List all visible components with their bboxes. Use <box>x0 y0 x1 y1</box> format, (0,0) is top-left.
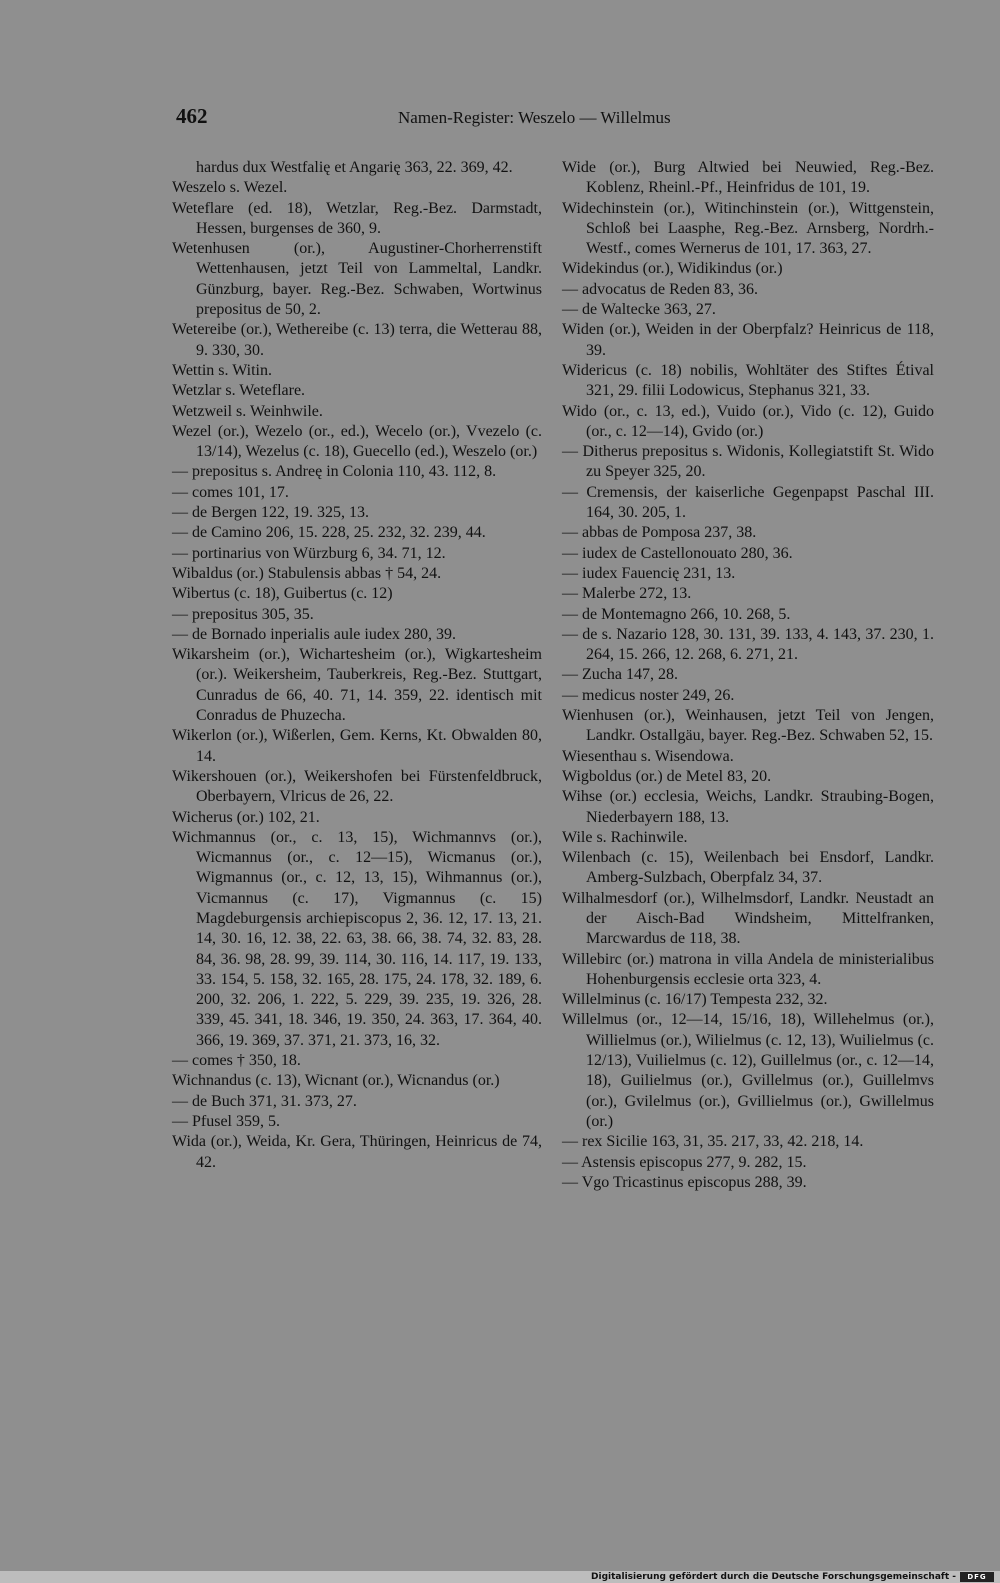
index-entry: Wichmannus (or., c. 13, 15), Wichmannvs (or.), Wicmannus (or., c. 12—15), Wicmanus (or.), Wigmannus (or., c. 12, 13, 15), Wihmannus (or.), Vicmannus (c. 17), Vigmannus (c. 15) Magdeburgensis archiepiscopus 2, 36. 12, 17. 13, 21. 14, 30. 16, 12. 38, 22. 63, 38. 66, 38. 74, 32. 83, 28. 84, 36. 98, 28. 99, 39. 114, 30. 116, 14. 117, 19. 133, 33. 154, 5. 158, 32. 165, 28. 175, 24. 178, 32. 189, 6. 200, 32. 206, 1. 222, 5. 229, 39. 235, 19. 326, 28. 339, 45. 341, 18. 346, 19. 350, 24. 363, 17. 364, 40. 366, 19. 369, 37. 371, 21. 373, 16, 32. <box>172 828 542 1049</box>
index-entry: Wetzlar s. Weteflare. <box>172 382 306 400</box>
index-entry: Wibaldus (or.) Stabulensis abbas † 54, 24. <box>172 564 442 582</box>
index-entry: Wibertus (c. 18), Guibertus (c. 12) <box>172 585 393 603</box>
index-entry: Weszelo s. Wezel. <box>172 179 288 197</box>
index-entry: Wetenhusen (or.), Augustiner-Chorherrenstift Wettenhausen, jetzt Teil von Lammeltal, Landkr. Günzburg, bayer. Reg.-Bez. Schwaben, Wortwinus prepositus de 50, 2. <box>172 240 542 319</box>
index-entry: Wide (or.), Burg Altwied bei Neuwied, Reg.-Bez. Koblenz, Rheinl.-Pf., Heinfridus de 101, 19. <box>562 159 934 197</box>
index-entry: Widechinstein (or.), Witinchinstein (or.), Wittgenstein, Schloß bei Laasphe, Reg.-Bez. Arnsberg, Nordrh.-Westf., comes Wernerus de 101, 17. 363, 27. <box>562 199 934 258</box>
left-column <box>172 158 542 1173</box>
index-entry: Wilhalmesdorf (or.), Wilhelmsdorf, Landkr. Neustadt an der Aisch-Bad Windsheim, Mittelfranken, Marcwardus de 118, 38. <box>562 889 934 948</box>
index-entry: — comes † 350, 18. <box>172 1052 301 1070</box>
index-entry: Wicherus (or.) 102, 21. <box>172 808 320 826</box>
index-entry: — Ditherus prepositus s. Widonis, Kollegiatstift St. Wido zu Speyer 325, 20. <box>562 443 934 481</box>
index-entry: Widen (or.), Weiden in der Oberpfalz? Heinricus de 118, 39. <box>562 321 934 359</box>
page-header <box>0 104 1000 134</box>
index-entry: — Malerbe 272, 13. <box>562 585 692 603</box>
index-entry: — portinarius von Würzburg 6, 34. 71, 12. <box>172 544 446 562</box>
index-entry: Willelminus (c. 16/17) Tempesta 232, 32. <box>562 991 828 1009</box>
index-entry: Wezel (or.), Wezelo (or., ed.), Wecelo (or.), Vvezelo (c. 13/14), Wezelus (c. 18), Guecello (ed.), Weszelo (or.) <box>172 422 542 461</box>
index-entry: hardus dux Westfalię et Angarię 363, 22. 369, 42. <box>196 159 513 176</box>
index-entry: — de Bornado inperialis aule iudex 280, 39. <box>172 625 456 643</box>
index-entry: — comes 101, 17. <box>172 483 289 501</box>
index-entry: Wienhusen (or.), Weinhausen, jetzt Teil von Jengen, Landkr. Ostallgäu, bayer. Reg.-Bez. Schwaben 52, 15. <box>562 707 934 745</box>
index-entry: — iudex Fauencię 231, 13. <box>562 564 736 582</box>
index-entry: — Zucha 147, 28. <box>562 666 678 684</box>
index-entry: Wida (or.), Weida, Kr. Gera, Thüringen, Heinricus de 74, 42. <box>172 1133 542 1171</box>
index-entry: Wiesenthau s. Wisendowa. <box>562 747 734 765</box>
index-entry: Wetereibe (or.), Wethereibe (c. 13) terra, die Wetterau 88, 9. 330, 30. <box>172 321 542 359</box>
index-entry: Wikarsheim (or.), Wichartesheim (or.), Wigkartesheim (or.). Weikersheim, Tauberkreis, Reg.-Bez. Stuttgart, Cunradus de 66, 40. 71, 14. 359, 22. identisch mit Conradus de Phuzecha. <box>172 646 542 725</box>
index-entry: — abbas de Pomposa 237, 38. <box>562 524 757 542</box>
index-entry: Willebirc (or.) matrona in villa Andela de ministerialibus Hohenburgensis ecclesie orta 323, 4. <box>562 950 934 988</box>
index-entry: — Pfusel 359, 5. <box>172 1112 280 1130</box>
index-entry: Wichnandus (c. 13), Wicnant (or.), Wicnandus (or.) <box>172 1072 500 1090</box>
index-entry: Wigboldus (or.) de Metel 83, 20. <box>562 767 772 785</box>
dfg-logo: DFG <box>960 1572 994 1582</box>
index-entry: Weteflare (ed. 18), Wetzlar, Reg.-Bez. Darmstadt, Hessen, burgenses de 360, 9. <box>172 199 542 237</box>
funding-notice: Digitalisierung gefördert durch die Deutsche Forschungsgemeinschaft - <box>591 1572 956 1582</box>
index-entry: — de Montemagno 266, 10. 268, 5. <box>562 605 791 623</box>
running-head: Namen-Register: Weszelo — Willelmus <box>398 108 671 127</box>
index-entry: Widekindus (or.), Widikindus (or.) <box>562 260 783 278</box>
index-entry: — Vgo Tricastinus episcopus 288, 39. <box>562 1173 807 1191</box>
index-entry: Wile s. Rachinwile. <box>562 828 688 846</box>
index-entry: — prepositus 305, 35. <box>172 605 314 623</box>
right-column <box>562 158 934 1193</box>
index-entry: Wettin s. Witin. <box>172 361 272 379</box>
index-entry: — de s. Nazario 128, 30. 131, 39. 133, 4. 143, 37. 230, 1. 264, 15. 266, 12. 268, 6. 271, 21. <box>562 625 934 664</box>
index-entry: Wikerlon (or.), Wißerlen, Gem. Kerns, Kt. Obwalden 80, 14. <box>172 727 542 765</box>
index-entry: Wetzweil s. Weinhwile. <box>172 402 323 420</box>
index-entry: Wihse (or.) ecclesia, Weichs, Landkr. Straubing-Bogen, Niederbayern 188, 13. <box>562 788 934 826</box>
index-entry: — advocatus de Reden 83, 36. <box>562 280 758 298</box>
index-entry: Wikershouen (or.), Weikershofen bei Fürstenfeldbruck, Oberbayern, Vlricus de 26, 22. <box>172 767 542 806</box>
page-number: 462 <box>176 104 208 128</box>
index-entry: — de Bergen 122, 19. 325, 13. <box>172 504 370 522</box>
index-entry: Wido (or., c. 13, ed.), Vuido (or.), Vido (c. 12), Guido (or., c. 12—14), Gvido (or.) <box>562 402 934 440</box>
index-entry: Wilenbach (c. 15), Weilenbach bei Ensdorf, Landkr. Amberg-Sulzbach, Oberpfalz 34, 37. <box>562 849 934 887</box>
index-entry: — Astensis episcopus 277, 9. 282, 15. <box>562 1153 807 1171</box>
digitization-footer <box>0 1571 1000 1583</box>
index-entry: — Cremensis, der kaiserliche Gegenpapst Paschal III. 164, 30. 205, 1. <box>562 483 934 522</box>
index-entry: — medicus noster 249, 26. <box>562 686 735 704</box>
index-entry: — rex Sicilie 163, 31, 35. 217, 33, 42. 218, 14. <box>562 1133 864 1151</box>
index-entry: Widericus (c. 18) nobilis, Wohltäter des Stiftes Étival 321, 29. filii Lodowicus, Stephanus 321, 33. <box>562 361 934 400</box>
index-entry: Willelmus (or., 12—14, 15/16, 18), Willehelmus (or.), Willielmus (or.), Wilielmus (c. 12, 13), Wuilielmus (c. 12/13), Vuilielmus (c. 12), Guillelmus (or., c. 12—14, 18), Guilielmus (or.), Gvillelmus (or.), Guillelmvs (or.), Gvilelmus (or.), Gvillielmus (or.), Gwillelmus (or.) <box>562 1011 934 1130</box>
index-entry: — de Camino 206, 15. 228, 25. 232, 32. 239, 44. <box>172 524 486 542</box>
index-entry: — de Waltecke 363, 27. <box>562 301 716 319</box>
index-entry: — prepositus s. Andreę in Colonia 110, 43. 112, 8. <box>172 463 497 481</box>
index-entry: — de Buch 371, 31. 373, 27. <box>172 1092 357 1110</box>
index-entry: — iudex de Castellonouato 280, 36. <box>562 544 793 562</box>
